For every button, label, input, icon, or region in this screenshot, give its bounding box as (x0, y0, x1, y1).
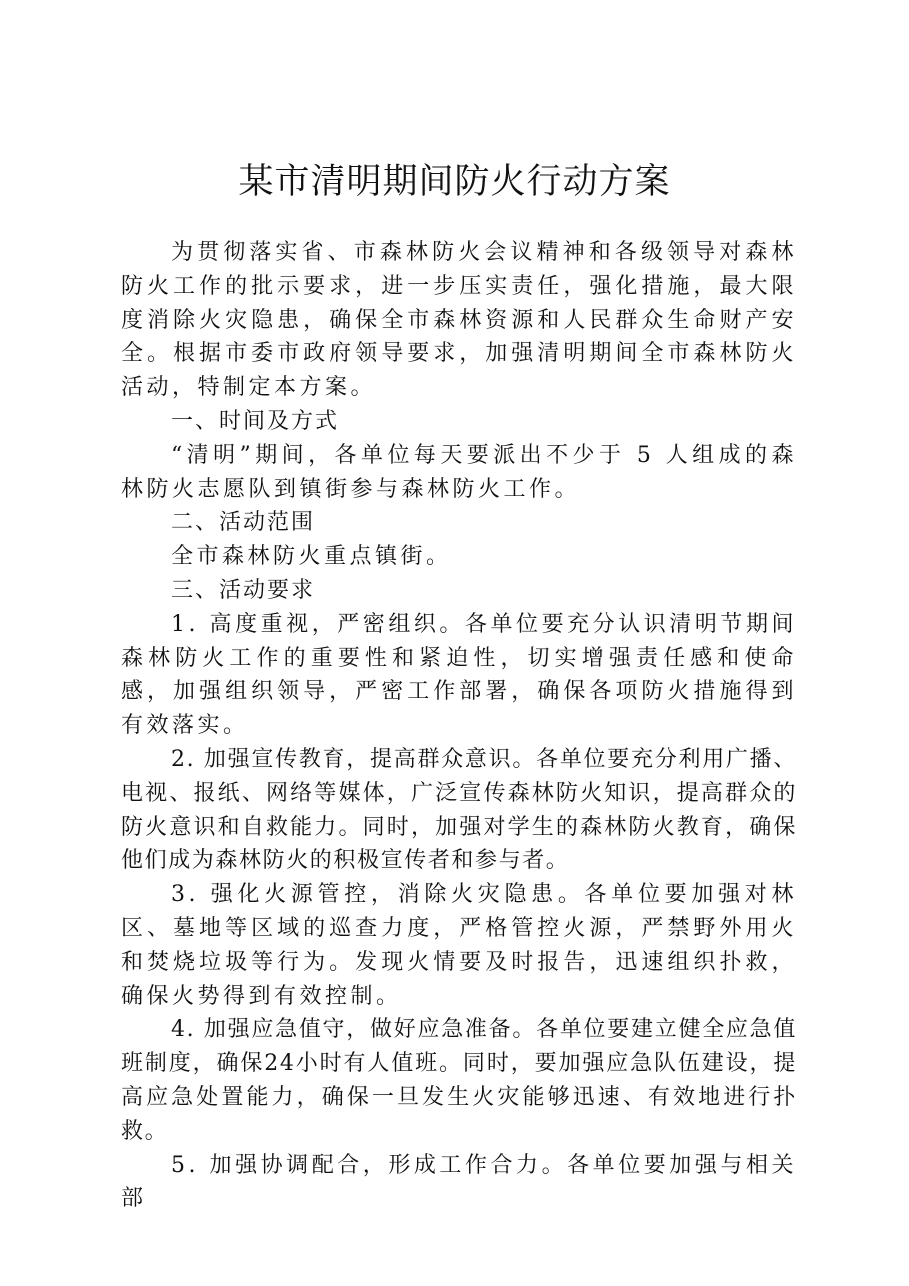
requirement-item-1: 1. 高度重视，严密组织。各单位要充分认识清明节期间森林防火工作的重要性和紧迫性，切实增强责任感和使命感，加强组织领导，严密工作部署，确保各项防火措施得到有效落实。 (121, 611, 797, 739)
section-heading-time: 一、时间及方式 (171, 408, 340, 434)
section-heading-requirements: 三、活动要求 (171, 577, 316, 603)
requirement-item-4: 4. 加强应急值守，做好应急准备。各单位要建立健全应急值班制度，确保24小时有人值班。同时，要加强应急队伍建设，提高应急处置能力，确保一旦发生火灾能够迅速、有效地进行扑救。 (121, 1017, 797, 1144)
document-title: 某市清明期间防火行动方案 (238, 162, 671, 202)
requirement-item-3: 3. 强化火源管控，消除火灾隐患。各单位要加强对林区、墓地等区域的巡查力度，严格管控火源，严禁野外用火和焚烧垃圾等行为。发现火情要及时报告，迅速组织扑救，确保火势得到有效控制。 (121, 882, 797, 1009)
paragraph-scope: 全市森林防火重点镇街。 (171, 544, 452, 570)
intro-paragraph: 为贯彻落实省、市森林防火会议精神和各级领导对森林防火工作的批示要求，进一步压实责任，强化措施，最大限度消除火灾隐患，确保全市森林资源和人民群众生命财产安全。根据市委市政府领导要求，加强清明期间全市森林防火活动，特制定本方案。 (121, 240, 797, 401)
requirement-item-2: 2. 加强宣传教育，提高群众意识。各单位要充分利用广播、电视、报纸、网络等媒体，广泛宣传森林防火知识，提高群众的防火意识和自救能力。同时，加强对学生的森林防火教育，确保他们成为森林防火的积极宣传者和参与者。 (121, 746, 797, 874)
section-heading-scope: 二、活动范围 (171, 510, 316, 536)
document-body (121, 236, 797, 1216)
paragraph-time: “清明”期间，各单位每天要派出不少于 5 人组成的森林防火志愿队到镇街参与森林防火工作。 (121, 442, 797, 502)
requirement-item-5: 5. 加强协调配合，形成工作合力。各单位要加强与相关部 (121, 1152, 797, 1212)
